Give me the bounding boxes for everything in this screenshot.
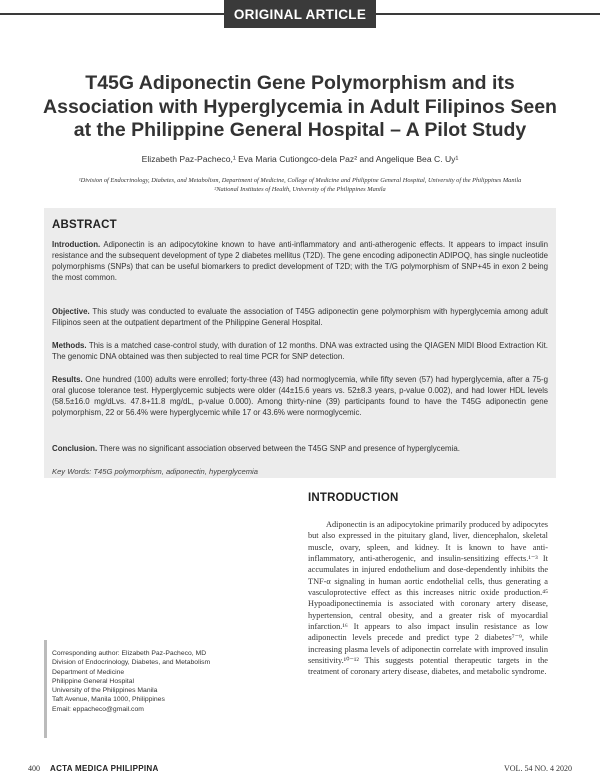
journal-name: ACTA MEDICA PHILIPPINA bbox=[50, 764, 159, 773]
abstract-methods-text: This is a matched case-control study, with duration of 12 months. DNA was extracted using the QIAGEN MIDI Blood Extraction Kit. The genomic DNA obtained was then subjected to real time PCR for SNP detection. bbox=[52, 341, 548, 361]
abstract-conclusion bbox=[52, 443, 548, 454]
correspondence-line: Corresponding author: Elizabeth Paz-Pacheco, MD bbox=[52, 650, 207, 657]
abstract-methods bbox=[52, 340, 548, 362]
keywords: Key Words: T45G polymorphism, adiponectin, hyperglycemia bbox=[52, 467, 258, 476]
article-title: T45G Adiponectin Gene Polymorphism and its Association with Hyperglycemia in Adult Filipinos Seen at the Philippine General Hospital – A Pilot Study bbox=[43, 72, 557, 141]
correspondence-line: Division of Endocrinology, Diabetes, and Metabolism bbox=[52, 659, 211, 667]
correspondence-email[interactable]: Email: eppacheco@gmail.com bbox=[52, 705, 144, 713]
affiliations bbox=[40, 177, 560, 194]
abstract-results bbox=[52, 374, 548, 418]
affiliation-2: ²National Institutes of Health, University of the Philippines Manila bbox=[214, 185, 386, 193]
abstract-introduction-text: Adiponectin is an adipocytokine known to have anti-inflammatory and anti-atherogenic effects. It appears to impact insulin resistance and the subsequent development of type 2 diabetes mellitus (T2D). The gene encoding adiponectin ADIPOQ, has single nucleotide polymorphisms (SNPs) that can be useful biomarkers to predict development of T2D; with the T/G polymorphism of SNP+45 in exon 2 being the most common. bbox=[52, 240, 548, 282]
abstract-heading: ABSTRACT bbox=[52, 219, 117, 231]
abstract-introduction bbox=[52, 239, 548, 283]
abstract-conclusion-text: There was no significant association observed between the T45G SNP and presence of hyperglycemia. bbox=[97, 444, 460, 453]
correspondence-info bbox=[52, 649, 292, 714]
page-number: 400 bbox=[28, 764, 40, 773]
abstract-objective bbox=[52, 306, 548, 328]
abstract-results-text: One hundred (100) adults were enrolled; forty-three (43) had normoglycemia, while fifty seven (57) had hyperglycemia, after a 75-g oral glucose tolerance test. Hyperglycemic subjects were older (44±15.6 years vs. 52±8.3 years, p-value 0.002), and had lower HDL levels (58.5±16.0 mg/dLvs. 47.8+11.8 mg/dL, p-value 0.000). Among thirty-nine (39) participants found to have the T45G adiponectin gene polymorphism, 22 or 56.4% were hyperglycemic while 17 or 43.6% were normoglycemic. bbox=[52, 375, 548, 417]
correspondence-line: Philippine General Hospital bbox=[52, 677, 134, 685]
volume-issue: VOL. 54 NO. 4 2020 bbox=[504, 764, 572, 773]
abstract-objective-label: Objective. bbox=[52, 307, 90, 316]
abstract-results-label: Results. bbox=[52, 375, 83, 384]
abstract-introduction-label: Introduction. bbox=[52, 240, 101, 249]
abstract-objective-text: This study was conducted to evaluate the association of T45G adiponectin gene polymorphism with hyperglycemia among adult Filipinos seen at the outpatient department of the Philippine General Hospital. bbox=[52, 307, 548, 327]
abstract-conclusion-label: Conclusion. bbox=[52, 444, 98, 453]
abstract-methods-label: Methods. bbox=[52, 341, 87, 350]
introduction-text: Adiponectin is an adipocytokine primarily produced by adipocytes but also expressed in the pituitary gland, liver, diencephalon, skeletal muscle, ovary, spleen, and kidney. It is known to have anti-inflammatory, anti-atherogenic, and insulin-sensitizing effects.¹⁻³ It accumulates in injured endothelium and dose-dependently inhibits the TNF-α signaling in human aortic endothelial cells, thus generating a vasculoprotective effect as this increases nitric oxide production.⁴⁵ Hypoadiponectinemia is associated with coronary artery disease, hypertension, central obesity, and a greater risk of myocardial infarction.¹⁶ It appears to also impact insulin resistance as low adiponectin levels precede and predict type 2 diabetes⁷⁻⁹, while increasing plasma levels of adiponectin correlate with improved insulin sensitivity.¹⁰⁻¹² This suggests potential therapeutic targets in the treatment of coronary artery disease, diabetes, and metabolic syndrome. bbox=[308, 520, 548, 677]
author-list: Elizabeth Paz-Pacheco,¹ Eva Maria Cutiongco-dela Paz² and Angelique Bea C. Uy¹ bbox=[141, 154, 459, 164]
introduction-heading: INTRODUCTION bbox=[308, 492, 399, 504]
affiliation-1: ¹Division of Endocrinology, Diabetes, and Metabolism, Department of Medicine, College of Medicine and Philippine General Hospital, University of the Philippines Manila bbox=[78, 177, 522, 184]
correspondence-line: University of the Philippines Manila bbox=[52, 687, 158, 695]
correspondence-line: Taft Avenue, Manila 1000, Philippines bbox=[52, 696, 165, 704]
article-type-badge: ORIGINAL ARTICLE bbox=[224, 0, 376, 28]
correspondence-line: Department of Medicine bbox=[52, 668, 125, 676]
